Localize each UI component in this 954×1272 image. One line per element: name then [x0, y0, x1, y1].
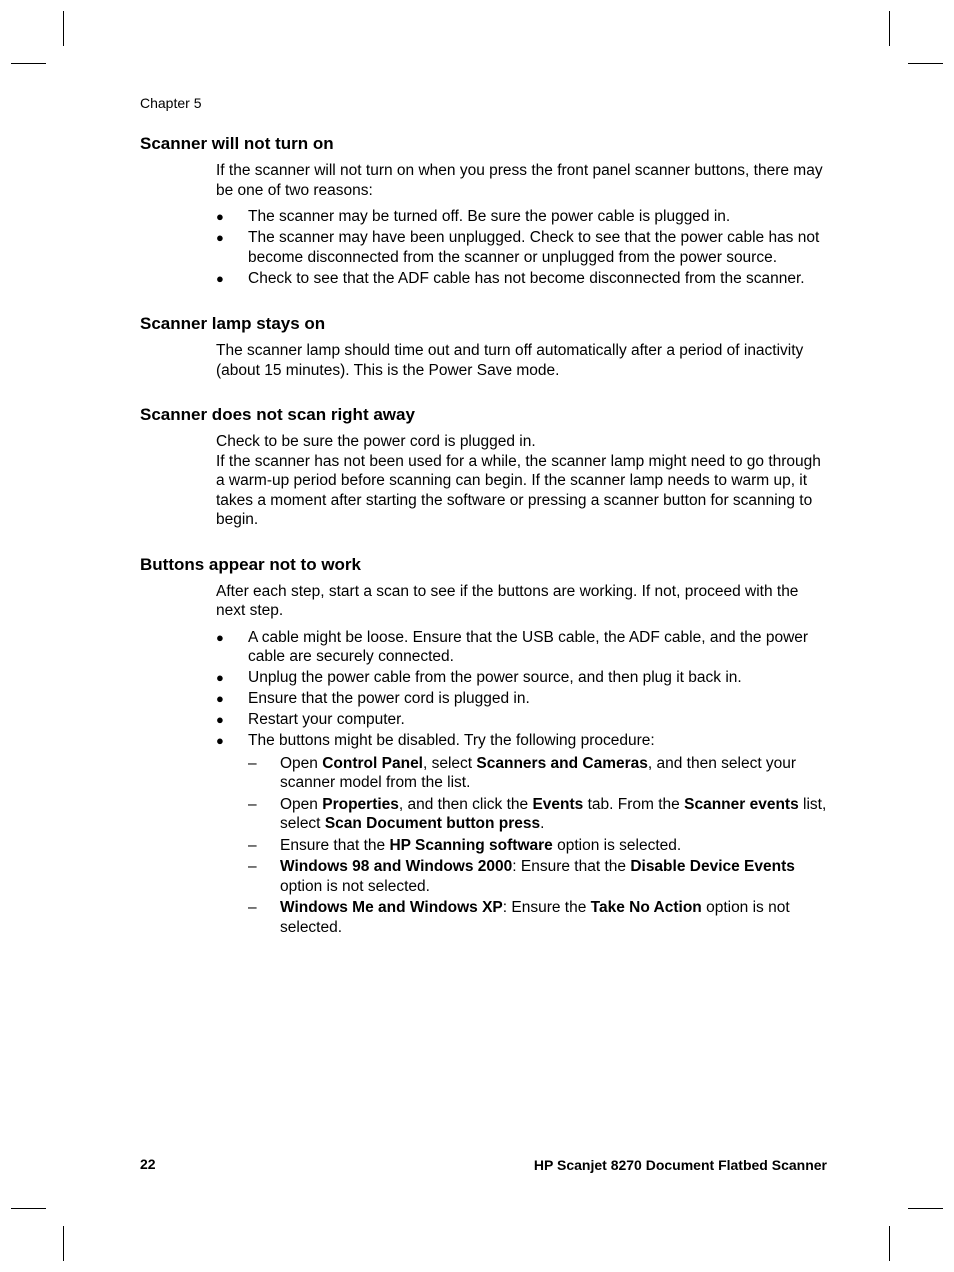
step-text: , and then click the — [398, 795, 533, 813]
crop-mark — [11, 63, 46, 64]
section-scanner-will-not-turn-on — [140, 134, 830, 288]
page-number: 22 — [140, 1156, 156, 1172]
ui-term: Events — [532, 795, 584, 813]
list-item: ● Restart your computer. — [216, 710, 830, 730]
ui-term: Properties — [322, 795, 399, 813]
list-item: ● The scanner may be turned off. Be sure the power cable is plugged in. — [216, 207, 830, 227]
list-item: ● The scanner may have been unplugged. Check to see that the power cable has not become disconnected from the scanner or unplugged from the power source. — [216, 228, 830, 267]
section-scanner-lamp-stays-on — [140, 314, 830, 380]
step-text: option is selected. — [552, 836, 682, 854]
procedure-step — [248, 857, 830, 896]
procedure-step — [248, 795, 830, 834]
chapter-label: Chapter 5 — [140, 95, 202, 111]
list-item — [216, 731, 830, 937]
ui-term: Control Panel — [322, 754, 423, 772]
ui-term: Scanner events — [684, 795, 799, 813]
step-text: option is not selected. — [280, 877, 430, 895]
section-heading: Scanner lamp stays on — [140, 314, 326, 333]
bullet-list — [216, 207, 830, 288]
footer-product-title: HP Scanjet 8270 Document Flatbed Scanner — [533, 1157, 827, 1173]
procedure-steps — [248, 754, 830, 938]
step-text: tab. From the — [583, 795, 685, 813]
paragraph: If the scanner has not been used for a while, the scanner lamp might need to go through a warm-up period before scanning can begin. If the scanner lamp needs to warm up, it takes a moment after starting the software or pressing a scanner button for scanning to begin. — [216, 452, 821, 528]
crop-mark — [908, 1208, 943, 1209]
section-body — [216, 341, 830, 380]
procedure-step — [248, 836, 830, 856]
paragraph: Check to be sure the power cord is plugged in. — [216, 433, 536, 450]
section-heading: Scanner will not turn on — [140, 134, 334, 153]
ui-term: HP Scanning software — [389, 836, 553, 854]
list-item-text: The buttons might be disabled. Try the following procedure: — [248, 732, 655, 749]
section-body — [216, 161, 830, 288]
step-text: Ensure that the — [280, 836, 390, 854]
crop-mark — [908, 63, 943, 64]
section-body — [216, 582, 830, 938]
ui-term: Scan Document button press — [324, 815, 541, 832]
bullet-list — [216, 628, 830, 938]
section-buttons-appear-not-to-work — [140, 555, 830, 938]
step-text: , select — [423, 754, 477, 772]
paragraph: If the scanner will not turn on when you press the front panel scanner buttons, there may be one of two reasons: — [216, 162, 823, 199]
ui-term: Windows 98 and Windows 2000 — [280, 858, 513, 875]
crop-mark — [889, 1226, 890, 1261]
step-text: option is not selected. — [280, 899, 790, 936]
crop-mark — [63, 1226, 64, 1261]
ui-term: Take No Action — [590, 899, 702, 916]
section-heading: Buttons appear not to work — [140, 554, 361, 574]
section-heading: Scanner does not scan right away — [140, 405, 415, 424]
section-body — [216, 432, 830, 530]
step-text: Open — [280, 795, 323, 813]
procedure-step — [248, 898, 830, 937]
step-text: . — [540, 815, 545, 832]
ui-term: Disable Device Events — [630, 858, 795, 875]
step-text: , and then select your scanner model from the list. — [280, 754, 797, 791]
section-scanner-does-not-scan — [140, 405, 830, 530]
step-text: Open — [280, 754, 323, 772]
step-text: : Ensure that the — [512, 858, 631, 875]
paragraph: After each step, start a scan to see if the buttons are working. If not, proceed with the next step. — [216, 582, 799, 619]
procedure-step — [248, 754, 830, 793]
ui-term: Scanners and Cameras — [476, 754, 648, 772]
list-item: ● A cable might be loose. Ensure that the USB cable, the ADF cable, and the power cable are securely connected. — [216, 628, 830, 667]
list-item: ● Ensure that the power cord is plugged in. — [216, 689, 830, 709]
paragraph: The scanner lamp should time out and turn off automatically after a period of inactivity (about 15 minutes). This is the Power Save mode. — [216, 342, 804, 379]
page-content — [140, 134, 830, 939]
crop-mark — [11, 1208, 46, 1209]
crop-mark — [889, 11, 890, 46]
list-item: ● Check to see that the ADF cable has not become disconnected from the scanner. — [216, 269, 830, 289]
list-item: ● Unplug the power cable from the power source, and then plug it back in. — [216, 668, 830, 688]
step-text: : Ensure the — [502, 899, 591, 916]
crop-mark — [63, 11, 64, 46]
step-text: list, select — [280, 795, 827, 832]
ui-term: Windows Me and Windows XP — [280, 899, 503, 916]
